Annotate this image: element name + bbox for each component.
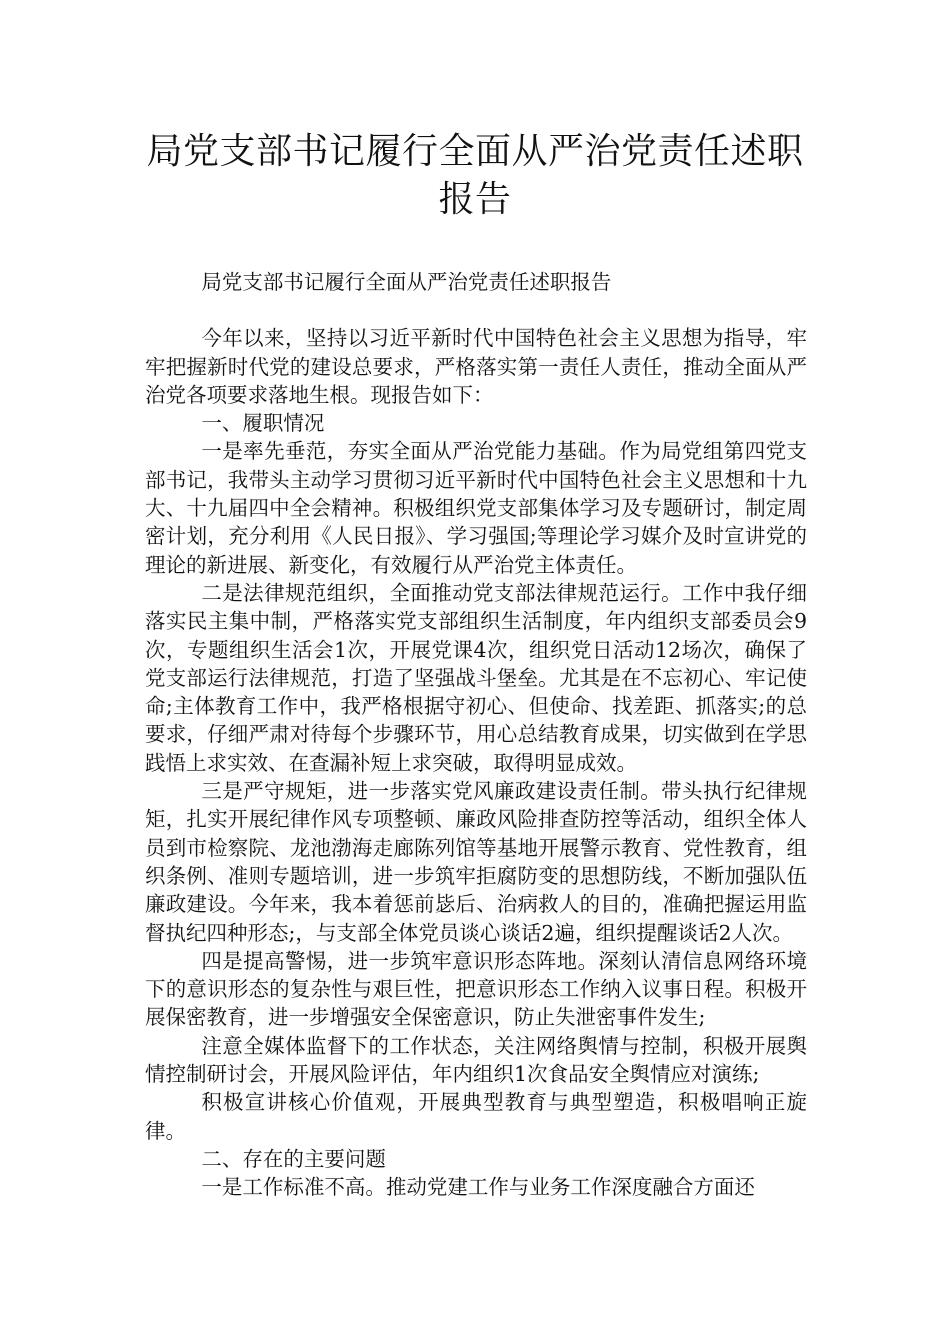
paragraph-intro: 今年以来，坚持以习近平新时代中国特色社会主义思想为指导，牢牢把握新时代党的建设总要求，严格落实第一责任人责任，推动全面从严治党各项要求落地生根。现报告如下： bbox=[145, 326, 807, 407]
document-body bbox=[145, 268, 807, 1202]
title-line-1: 局党支部书记履行全面从严治党责任述职 bbox=[146, 131, 804, 172]
paragraph: 注意全媒体监督下的工作状态，关注网络舆情与控制，积极开展舆情控制研讨会，开展风险评估，年内组织1次食品安全舆情应对演练; bbox=[145, 1033, 807, 1087]
paragraph: 二是法律规范组织，全面推动党支部法律规范运行。工作中我仔细落实民主集中制，严格落实党支部组织生活制度，年内组织支部委员会9次，专题组织生活会1次，开展党课4次，组织党日活动12场次，确保了党支部运行法律规范，打造了坚强战斗堡垒。尤其是在不忘初心、牢记使命;主体教育工作中，我严格根据守初心、但使命、找差距、抓落实;的总要求，仔细严肃对待每个步骤环节，用心总结教育成果，切实做到在学思践悟上求实效、在查漏补短上求突破，取得明显成效。 bbox=[145, 580, 807, 775]
document-subtitle: 局党支部书记履行全面从严治党责任述职报告 bbox=[201, 270, 612, 294]
paragraph: 积极宣讲核心价值观，开展典型教育与典型塑造，积极唱响正旋律。 bbox=[145, 1090, 807, 1143]
document-title bbox=[130, 128, 820, 224]
section-heading-2: 二、存在的主要问题 bbox=[201, 1146, 386, 1171]
paragraph: 三是严守规矩，进一步落实党风廉政建设责任制。带头执行纪律规矩，扎实开展纪律作风专项整顿、廉政风险排查防控等活动，组织全体人员到市检察院、龙池渤海走廊陈列馆等基地开展警示教育、党性教育，组织条例、准则专题培训，进一步筑牢拒腐防变的思想防线，不断加强队伍廉政建设。今年来，我本着惩前毖后、治病救人的目的，准确把握运用监督执纪四种形态;，与支部全体党员谈心谈话2遍，组织提醒谈话2人次。 bbox=[145, 779, 807, 945]
paragraph: 一是率先垂范，夯实全面从严治党能力基础。作为局党组第四党支部书记，我带头主动学习贯彻习近平新时代中国特色社会主义思想和十九大、十九届四中全会精神。积极组织党支部集体学习及专题研讨，制定周密计划，充分利用《人民日报》、学习强国;等理论学习媒介及时宣讲党的理论的新进展、新变化，有效履行从严治党主体责任。 bbox=[145, 439, 807, 577]
paragraph: 一是工作标准不高。推动党建工作与业务工作深度融合方面还 bbox=[201, 1175, 755, 1200]
paragraph: 四是提高警惕，进一步筑牢意识形态阵地。深刻认清信息网络环境下的意识形态的复杂性与艰巨性，把意识形态工作纳入议事日程。积极开展保密教育，进一步增强安全保密意识，防止失泄密事件发生; bbox=[145, 948, 807, 1030]
title-line-2: 报告 bbox=[438, 179, 512, 220]
section-heading-1: 一、履职情况 bbox=[201, 411, 325, 436]
